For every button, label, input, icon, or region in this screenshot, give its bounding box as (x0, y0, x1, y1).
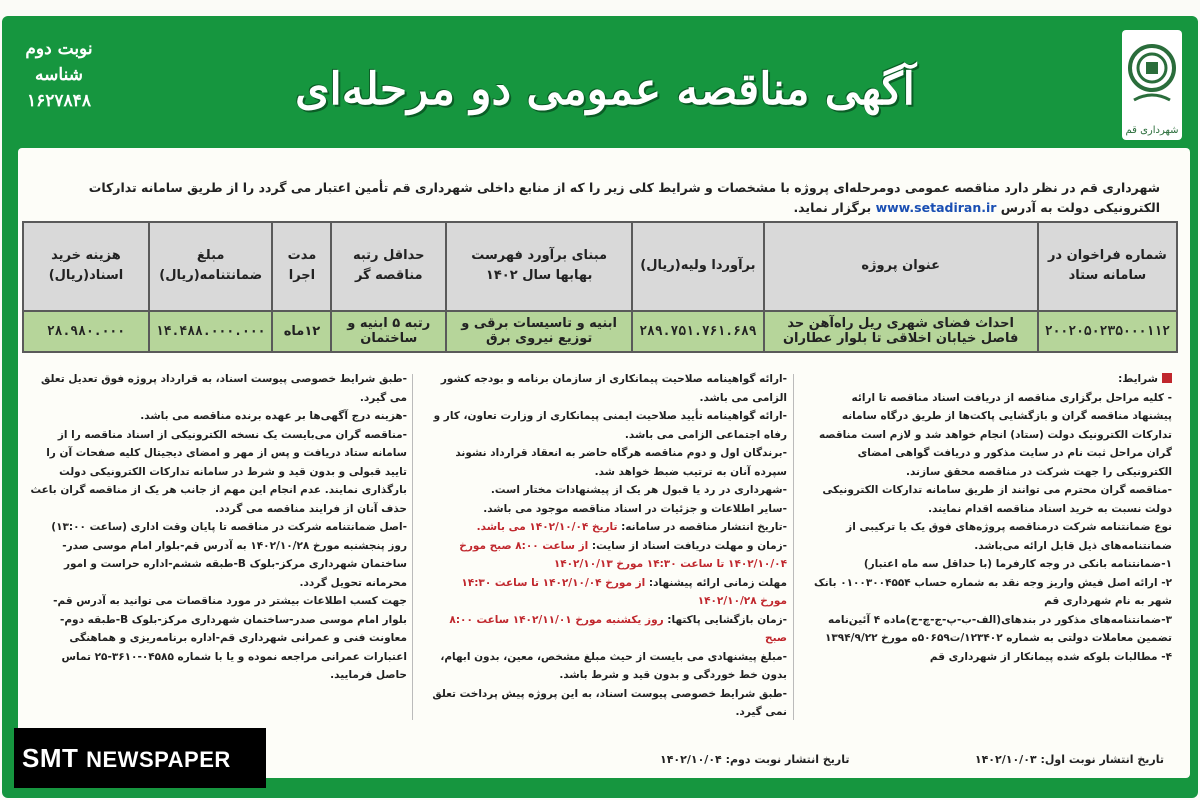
condition-item: جهت کسب اطلاعات بیشتر در مورد مناقصات می توانید به آدرس قم-بلوار امام موسی صدر-ساختمان شهرداری مرکز-بلوک B-طبقه دوم-معاونت فنی و عمرانی شهرداری قم-اداره برنامه‌ریزی و هماهنگی اعتبارات عمرانی مراجعه نموده و یا با شماره ۰۴۵۸۵-۳۶۱۰-۲۵ تماس حاصل فرمایید. (53, 595, 407, 681)
cell-document-fee: ۲۸.۹۸۰.۰۰۰ (23, 311, 149, 352)
id-label: شناسه ۱۶۲۷۸۴۸ (27, 65, 91, 111)
header (110, 22, 1100, 142)
conditions-section (28, 370, 1172, 720)
condition-item: -سایر اطلاعات و جزئیات در اسناد مناقصه موجود می باشد. (483, 502, 787, 515)
condition-item: ۳-ضمانتنامه‌های مذکور در بندهای(الف-ب-پ-ج-چ-ح)ماده ۴ آئین‌نامه تضمین معاملات دولتی به شماره ۱۲۳۴۰۲/ت۵۰۶۵۹ه مورخ ۱۳۹۴/۹/۲۲ (824, 613, 1172, 644)
publish-date-line (432, 518, 787, 537)
first-publish-date: تاریخ انتشار نوبت اول: ۱۴۰۲/۱۰/۰۳ (974, 753, 1164, 766)
round-info (14, 36, 104, 114)
conditions-column-right (812, 370, 1172, 720)
header-guarantee: مبلغ ضمانتنامه(ریال) (149, 222, 273, 311)
receive-date-value: از ساعت ۸:۰۰ صبح مورخ ۱۴۰۲/۱۰/۰۴ تا ساعت ۱۴:۳۰ مورخ ۱۴۰۲/۱۰/۱۳ (459, 539, 787, 570)
open-date-label: -زمان بازگشایی پاکتها: (667, 613, 787, 626)
publish-date-label: -تاریخ انتشار مناقصه در سامانه: (621, 521, 787, 533)
condition-item: -ارائه گواهینامه صلاحیت پیمانکاری از سازمان برنامه و بودجه کشور الزامی می باشد. (440, 373, 787, 404)
table-row (23, 311, 1177, 352)
receive-date-label: -زمان و مهلت دریافت اسناد از سایت: (591, 539, 787, 552)
projects-table (22, 221, 1178, 353)
conditions-column-middle (432, 370, 787, 720)
condition-item: ۲- ارائه اصل فیش واریز وجه نقد به شماره حساب ۰۱۰۰۳۰۰۴۵۵۴ بانک شهر به نام شهرداری قم (813, 576, 1172, 607)
header-estimate: برآوردا ولیه(ریال) (632, 222, 763, 311)
condition-item: -طبق شرایط خصوصی پیوست اسناد، به این پروژه پیش پرداخت تعلق نمی گیرد. (432, 687, 787, 718)
condition-item: نوع ضمانتنامه شرکت درمناقصه پروژه‌های فوق یک یا ترکیبی از ضمانتنامه‌های ذیل قابل ارائه می‌باشد. (846, 521, 1172, 552)
intro-text: شهرداری قم در نظر دارد مناقصه عمومی دومرحله‌ای پروژه با مشخصات و شرایط کلی زیر را که از منابع داخلی شهرداری قم تأمین اعتبار می گردد را از طریق سامانه تدارکات الکترونیکی دولت به آدرس (88, 180, 1160, 215)
cell-min-rank: رتبه ۵ ابنیه و ساختمان (331, 311, 446, 352)
condition-item: -شهرداری در رد یا قبول هر یک از پیشنهادات مختار است. (490, 484, 787, 496)
condition-item: -مناقصه گران محترم می توانند از طریق سامانه تدارکات الکترونیکی دولت نسبت به خرید اسناد مناقصه اقدام نمایند. (822, 484, 1172, 515)
header-min-rank: حداقل رتبه مناقصه گر (331, 222, 446, 311)
table-header-row (23, 222, 1177, 311)
condition-item: -طبق شرایط خصوصی پیوست اسناد، به قرارداد پروژه فوق تعدیل تعلق می گیرد. (41, 373, 407, 404)
cell-project-title: احداث فضای شهری ریل راه‌آهن حد فاصل خیابان اخلاقی تا بلوار عطاران (764, 311, 1038, 352)
condition-item: -ارائه گواهینامه تأیید صلاحیت ایمنی پیمانکاری از وزارت تعاون، کار و رفاه اجتماعی الزامی می باشد. (433, 410, 787, 441)
intro-paragraph (40, 178, 1160, 218)
condition-item: -هزینه درج آگهی‌ها بر عهده برنده مناقصه می باشد. (140, 410, 407, 422)
condition-item: -اصل ضمانتنامه شرکت در مناقصه تا پایان وقت اداری (ساعت ۱۳:۰۰) روز پنجشنبه مورخ ۱۴۰۲/۱۰/۲۸ به آدرس قم-بلوار امام موسی صدر-ساختمان شهرداری مرکز-بلوک B-طبقه ششم-اداره حراست و امور محرمانه تحویل گردد. (51, 521, 407, 589)
condition-item: - کلیه مراحل برگزاری مناقصه از دریافت اسناد مناقصه تا ارائه پیشنهاد مناقصه گران و بازگشایی پاکت‌ها از طریق درگاه سامانه تدارکات الکترونیک دولت (ستاد) انجام خواهد شد و لازم است مناقصه گران مراحل ثبت نام در سایت مذکور و دریافت گواهی امضای الکترونیکی را جهت شرکت در مناقصه محقق سازند. (819, 391, 1172, 478)
condition-item: -مناقصه گران می‌بایست یک نسخه الکترونیکی از اسناد مناقصه را از سامانه ستاد دریافت و پس از مهر و امضای دیجیتال کلیه صفحات آن را تایید قبولی و بدون قید و شرط در سامانه تدارکات الکترونیکی دولت بارگذاری نمایند. عدم انجام این مهم از جانب هر یک از مناقصه گران باعث حذف آنان از فرایند مناقصه می گردد. (30, 428, 407, 515)
condition-item: ۴- مطالبات بلوکه شده پیمانکار از شهرداری قم (929, 650, 1172, 663)
header-document-fee: هزینه خرید اسناد(ریال) (23, 222, 149, 311)
cell-price-list: ابنیه و تاسیسات برقی و توزیع نیروی برق (446, 311, 632, 352)
open-date-value: روز یکشنبه مورخ ۱۴۰۲/۱۱/۰۱ ساعت ۸:۰۰ صبح (449, 613, 787, 644)
publish-date-value: تاریخ ۱۴۰۲/۱۰/۰۴ می باشد. (476, 521, 618, 533)
watermark-brand: SMT (22, 743, 79, 773)
cell-duration: ۱۲ماه (272, 311, 331, 352)
page-title: آگهی مناقصه عمومی دو مرحله‌ای (295, 64, 915, 115)
condition-item: ۱-ضمانتنامه بانکی در وجه کارفرما (با حداقل سه ماه اعتبار) (863, 558, 1172, 570)
cell-estimate: ۲۸۹.۷۵۱.۷۶۱.۶۸۹ (632, 311, 763, 352)
round-label: نوبت دوم (25, 39, 93, 59)
condition-item: -برندگان اول و دوم مناقصه هرگاه حاضر به انعقاد قرارداد نشوند سپرده آنان به ترتیب ضبط خواهد شد. (455, 447, 787, 478)
submit-date-value: از مورخ ۱۴۰۲/۱۰/۰۴ تا ساعت ۱۴:۳۰ مورخ ۱۴۰۲/۱۰/۲۸ (461, 576, 787, 607)
logo-text: شهرداری قم (1125, 125, 1179, 136)
header-call-number: شماره فراخوان در سامانه ستاد (1038, 222, 1177, 311)
setadiran-link[interactable]: www.setadiran.ir (875, 200, 997, 215)
cell-guarantee: ۱۴.۴۸۸.۰۰۰.۰۰۰ (149, 311, 273, 352)
second-publish-date: تاریخ انتشار نوبت دوم: ۱۴۰۲/۱۰/۰۴ (660, 753, 850, 766)
header-price-list: مبنای برآورد فهرست بهابها سال ۱۴۰۲ (446, 222, 632, 311)
header-duration: مدت اجرا (272, 222, 331, 311)
cell-call-number: ۲۰۰۲۰۵۰۲۳۵۰۰۰۱۱۲ (1038, 311, 1177, 352)
bullet-marker (1162, 373, 1172, 383)
submit-date-line (432, 574, 787, 611)
municipality-logo (1122, 30, 1182, 140)
newspaper-watermark (14, 728, 266, 788)
logo-emblem-icon (1128, 38, 1176, 118)
conditions-column-left (30, 370, 407, 720)
watermark-word: NEWSPAPER (86, 747, 231, 772)
open-date-line (432, 611, 787, 648)
receive-date-line (432, 537, 787, 574)
condition-item: -مبلغ پیشنهادی می بایست از حیث مبلغ مشخص، معین، بدون ابهام، بدون خط خوردگی و بدون قید و شرط باشد. (440, 650, 787, 681)
conditions-heading: شرایط: (812, 370, 1172, 389)
header-project-title: عنوان پروژه (764, 222, 1038, 311)
submit-date-label: مهلت زمانی ارائه پیشنهاد: (648, 576, 787, 589)
intro-text-end: برگزار نماید. (793, 200, 872, 215)
